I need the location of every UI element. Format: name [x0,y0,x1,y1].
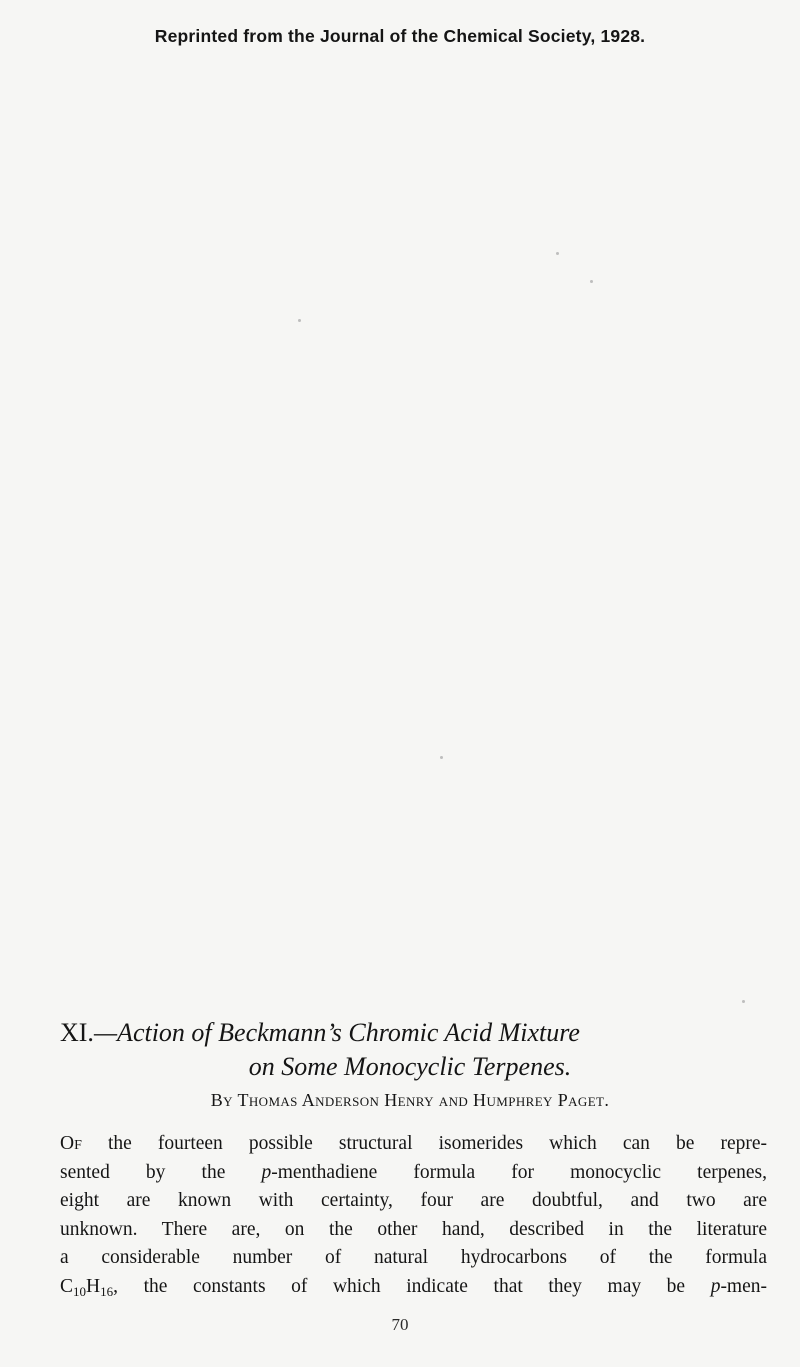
formula-h: H [86,1275,101,1297]
body-line [60,1130,767,1159]
body-line: eight are known with certainty, four are doubtful, and two are [60,1190,767,1212]
body-text-segment: -men- [720,1275,767,1297]
body-line: a considerable number of natural hydrocarbons of the formula [60,1247,767,1269]
article-title-line-2: on Some Monocyclic Terpenes. [248,1052,572,1081]
article-title-line-1 [60,1016,760,1050]
body-text-segment: the fourteen possible structural isomerides which can be repre- [81,1133,767,1154]
paper-speck [742,1000,745,1003]
formula-c-subscript: 10 [73,1283,87,1299]
byline [60,1090,760,1111]
article-title-part-1: —Action of Beckmann’s Chromic Acid Mixture [93,1018,580,1047]
byline-prefix: By [210,1090,233,1110]
body-line [60,1273,767,1302]
paper-speck [590,280,593,283]
authors: Thomas Anderson Henry and Humphrey Paget. [237,1090,610,1110]
reprint-notice: Reprinted from the Journal of the Chemical Society, 1928. [154,26,646,46]
paper-speck [440,756,443,759]
paper-speck [556,252,559,255]
article-title [60,1016,760,1084]
article-number: XI. [60,1018,94,1047]
body-text-italic: p [710,1275,721,1297]
formula-c: C [60,1275,74,1297]
body-text-segment: -menthadiene formula for monocyclic terpenes, [271,1161,768,1183]
body-line [60,1159,767,1188]
article-body [60,1130,767,1302]
body-text-segment: sented by the [60,1161,262,1183]
body-text-italic: p [261,1161,272,1183]
body-line: unknown. There are, on the other hand, described in the literature [60,1218,767,1240]
formula-h-subscript: 16 [100,1283,114,1299]
body-text-segment: , the constants of which indicate that they may be [113,1275,711,1297]
drop-word: Of [60,1133,82,1154]
paper-speck [298,319,301,322]
page-number: 70 [391,1315,409,1334]
